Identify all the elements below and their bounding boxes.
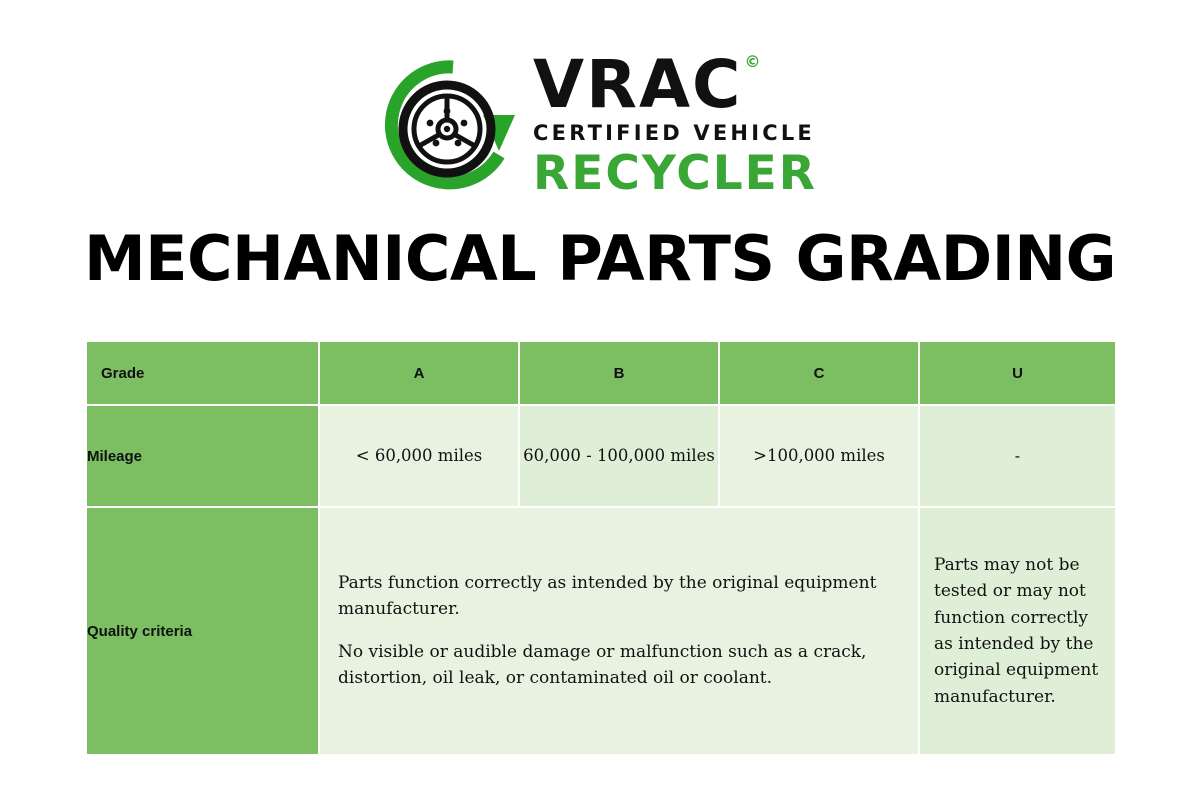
logo-brand-line2: RECYCLER [533,146,817,201]
quality-criteria-paragraph-1: Parts function correctly as intended by the original equipment manufacturer. [338,573,877,619]
quality-criteria-abc [319,507,919,755]
logo-tagline: CERTIFIED VEHICLE [533,121,815,145]
logo-brand-label: VRAC [533,46,743,123]
mileage-grade-b: 60,000 - 100,000 miles [519,405,719,507]
header-grade-a: A [319,341,519,405]
table-row-quality-criteria [86,507,1116,755]
mileage-grade-u: - [919,405,1116,507]
header-grade-label: Grade [86,341,319,405]
wheel-recycle-arrow-icon [383,55,523,195]
header-grade-u: U [919,341,1116,405]
mileage-grade-c: >100,000 miles [719,405,919,507]
mileage-grade-a: < 60,000 miles [319,405,519,507]
quality-criteria-u: Parts may not be tested or may not function correctly as intended by the original equipment manufacturer. [919,507,1116,755]
grading-table [85,340,1117,756]
quality-criteria-paragraph-2: No visible or audible damage or malfunction such as a crack, distortion, oil leak, or contaminated oil or coolant. [338,642,867,688]
brand-logo [0,46,1200,201]
page-title: MECHANICAL PARTS GRADING [83,222,1117,295]
header-grade-b: B [519,341,719,405]
header-grade-c: C [719,341,919,405]
row-label-quality-criteria: Quality criteria [86,507,319,755]
copyright-icon: © [744,52,763,71]
row-label-mileage: Mileage [86,405,319,507]
table-header-row [86,341,1116,405]
logo-brand-text [533,46,763,123]
table-row-mileage [86,405,1116,507]
